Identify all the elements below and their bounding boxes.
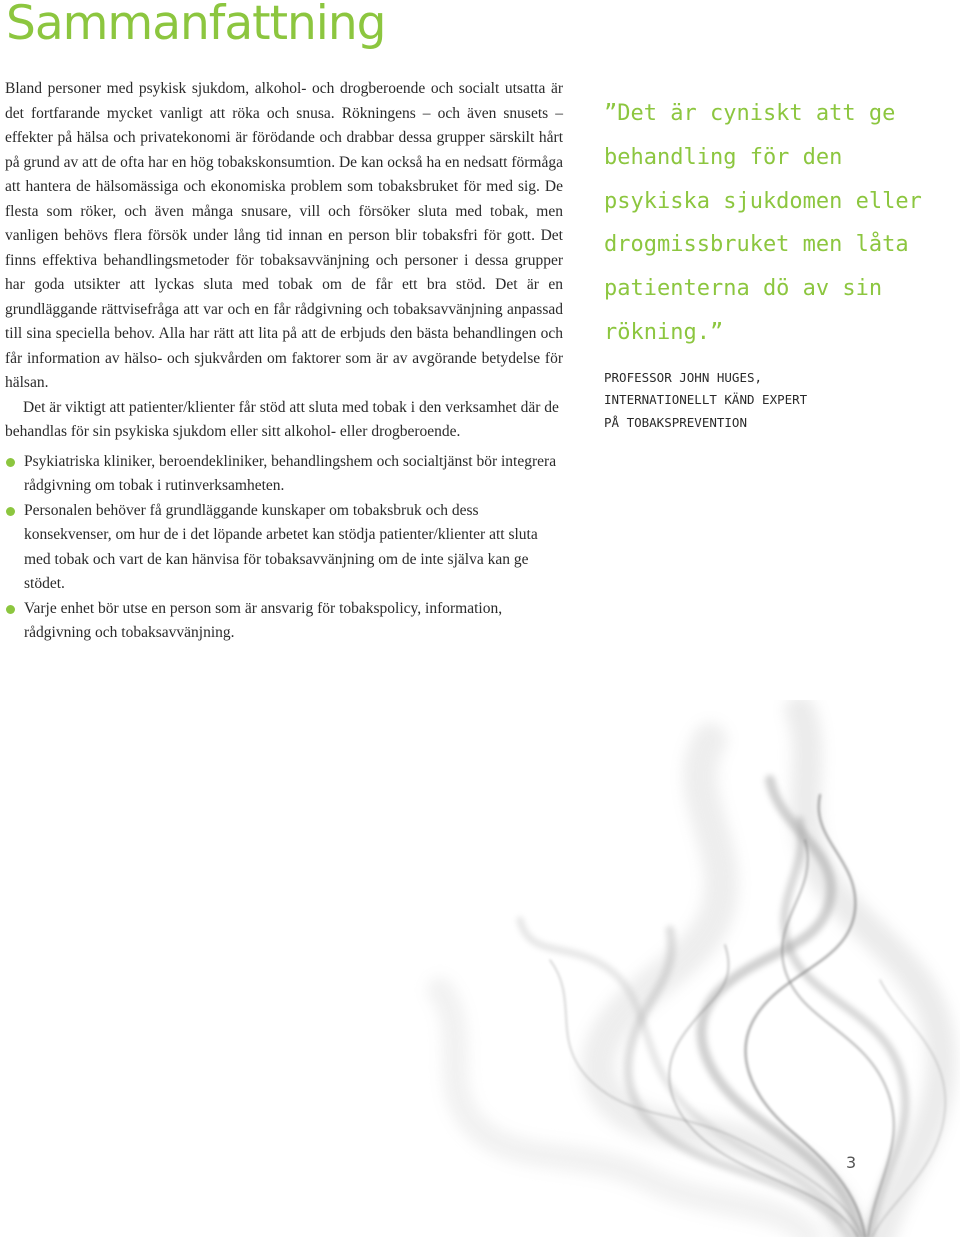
list-item bbox=[5, 450, 563, 499]
attribution-line: INTERNATIONELLT KÄND EXPERT bbox=[604, 392, 808, 408]
page-number: 3 bbox=[846, 1153, 857, 1172]
list-item-text: Psykiatriska kliniker, beroendekliniker, behandlingshem och socialtjänst bör integrera rådgivning om tobak i rutinverksamheten. bbox=[24, 452, 557, 494]
pull-quote bbox=[604, 92, 950, 434]
list-item-text: Personalen behöver få grundläggande kunskaper om tobaksbruk och dess konsekvenser, om hur de i det löpande arbetet kan stödja patienter/klienter att sluta med tobak och vart de kan hänvisa för tobaksavvänjning om de inte själva kan ge stödet. bbox=[24, 501, 538, 592]
bullet-icon bbox=[6, 507, 15, 516]
list-item-text: Varje enhet bör utse en person som är ansvarig för tobakspolicy, information, rådgivning och tobaksavvänjning. bbox=[24, 599, 503, 641]
support-paragraph: Det är viktigt att patienter/klienter får stöd att sluta med tobak i den verksamhet där de behandlas för sin psykiska sjukdom eller sitt alkohol- eller drogberoende. bbox=[5, 398, 559, 440]
bullet-icon bbox=[6, 458, 15, 467]
attribution-line: PÅ TOBAKSPREVENTION bbox=[604, 414, 747, 430]
list-item bbox=[5, 597, 563, 646]
recommendation-list bbox=[5, 450, 563, 646]
bullet-icon bbox=[6, 605, 15, 614]
intro-paragraph: Bland personer med psykisk sjukdom, alkohol- och drogberoende och socialt utsatta är det fortfarande mycket vanligt att röka och snusa. Rökningens – och även snusets – effekter på hälsa och privatekonomi är förödande och drabbar dessa grupper särskilt hårt på grund av att de ofta har en hög tobakskonsumtion. De kan också ha en nedsatt förmåga att hantera de hälsomässiga och ekonomiska problem som tobaksbruket för med sig. De flesta som röker, och även många snusare, vill och försöker sluta med tobak, men vanligen behövs flera försök under lång tid innan en person blir tobaksfri för gott. Det finns effektiva behandlingsmetoder för tobaksavvänjning och personer i dessa grupper har goda utsikter att lyckas sluta med tobak om de får ett bra stöd. Det är en grundläggande rättvisefråga att var och en får rådgivning och tobaksavvänjning anpassad till sina speciella behov. Alla har rätt att lita på att de erbjuds den bästa behandlingen och får information av hälso- och sjukvården om faktorer som är av avgörande betydelse för hälsan. bbox=[5, 80, 563, 391]
list-item bbox=[5, 499, 563, 597]
quote-text: ”Det är cyniskt att ge behandling för den psykiska sjukdomen eller drogmissbruket men låta patienterna dö av sin rökning.” bbox=[604, 101, 922, 345]
quote-attribution bbox=[604, 367, 950, 435]
body-text bbox=[5, 77, 563, 646]
page-title: Sammanfattning bbox=[6, 0, 386, 51]
smoke-image bbox=[380, 700, 960, 1237]
attribution-line: PROFESSOR JOHN HUGES, bbox=[604, 369, 763, 385]
